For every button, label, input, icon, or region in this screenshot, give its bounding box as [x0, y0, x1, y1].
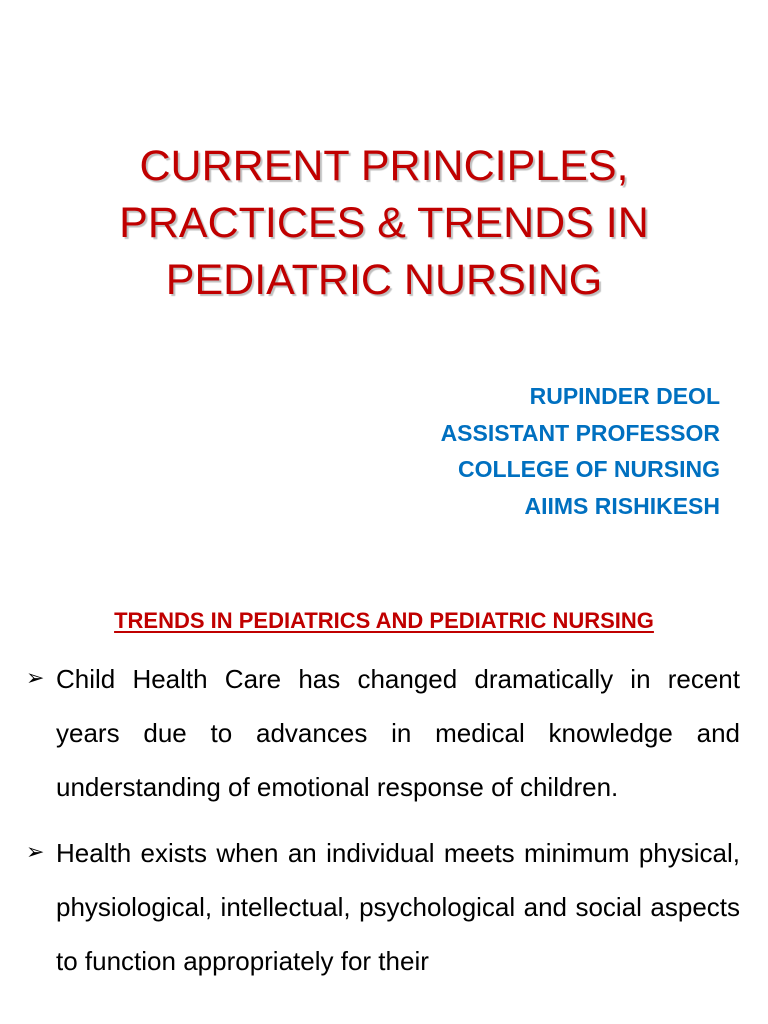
arrow-bullet-icon: ➢ — [26, 666, 45, 691]
author-name: RUPINDER DEOL — [529, 383, 720, 409]
author-department: COLLEGE OF NURSING — [458, 456, 720, 482]
title-line-2: PRACTICES & TRENDS IN — [119, 199, 649, 247]
list-item — [26, 826, 740, 988]
title-line-3: PEDIATRIC NURSING — [165, 256, 603, 304]
author-institution: AIIMS RISHIKESH — [524, 492, 720, 519]
bullet-text: Health exists when an individual meets minimum physical, physiological, intellectual, psychological and social aspects to function appropriately for their — [56, 838, 740, 976]
author-block — [441, 378, 720, 524]
bullet-list — [26, 652, 740, 1000]
page-title — [0, 138, 768, 309]
arrow-bullet-icon: ➢ — [26, 840, 45, 865]
list-item — [26, 652, 740, 814]
author-position: ASSISTANT PROFESSOR — [440, 419, 720, 446]
bullet-text: Child Health Care has changed dramatically in recent years due to advances in medical knowledge and understanding of emotional response of children. — [56, 664, 740, 802]
title-line-1: CURRENT PRINCIPLES, — [139, 142, 629, 190]
section-heading: TRENDS IN PEDIATRICS AND PEDIATRIC NURSING — [114, 608, 654, 633]
